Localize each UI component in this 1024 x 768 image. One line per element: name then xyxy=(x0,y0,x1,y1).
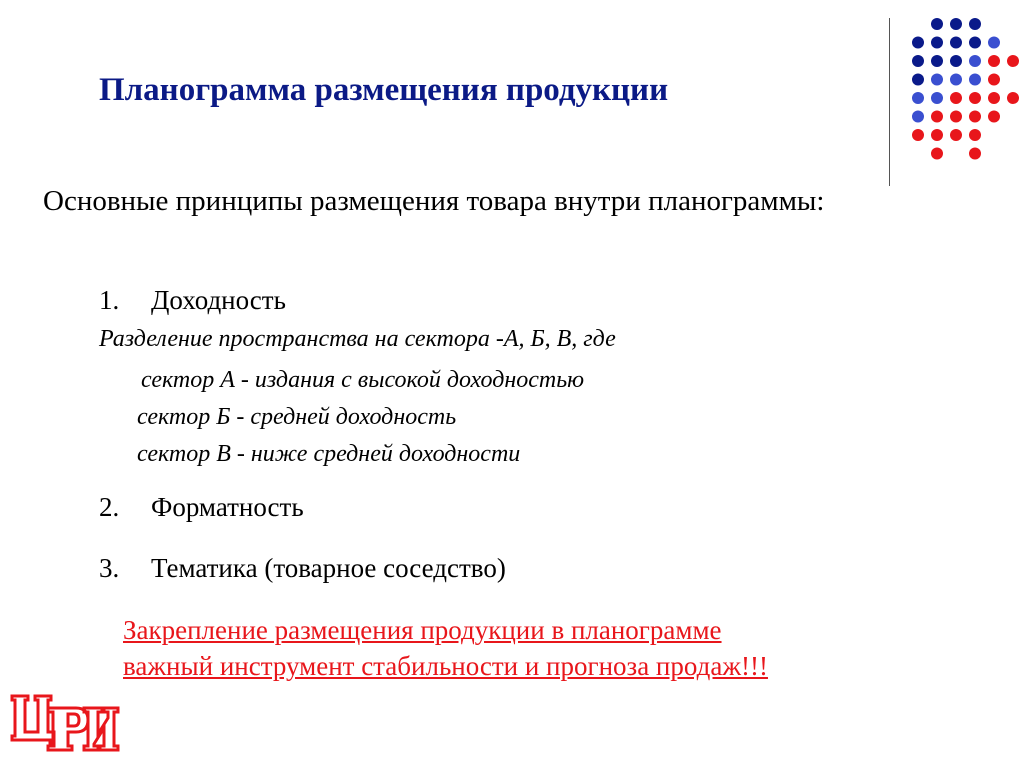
callout-line-1: Закрепление размещения продукции в планограмме xyxy=(123,615,722,645)
decoration-dot xyxy=(931,148,943,160)
decoration-dot xyxy=(950,55,962,67)
decoration-dot xyxy=(969,55,981,67)
callout-text xyxy=(123,612,943,684)
list-item-label: Доходность xyxy=(151,285,286,315)
decoration-dot xyxy=(988,111,1000,123)
decoration-dot xyxy=(931,74,943,86)
decoration-dot xyxy=(950,37,962,49)
decoration-dot xyxy=(912,55,924,67)
list-item-1 xyxy=(99,285,286,316)
decoration-dot xyxy=(969,37,981,49)
decoration-dot xyxy=(950,129,962,141)
decoration-dot xyxy=(931,129,943,141)
decoration-dot xyxy=(912,37,924,49)
decoration-dot xyxy=(931,37,943,49)
list-item-number: 3. xyxy=(99,553,120,583)
decoration-dot xyxy=(912,92,924,104)
sector-b: сектор Б - средней доходность xyxy=(137,404,457,430)
decoration-dot xyxy=(988,55,1000,67)
callout-line-2: важный инструмент стабильности и прогноза продаж!!! xyxy=(123,651,768,681)
dot-pattern-decoration xyxy=(0,0,1024,200)
sector-c: сектор В - ниже средней доходности xyxy=(137,441,521,467)
decoration-dot xyxy=(912,74,924,86)
decoration-dot xyxy=(950,111,962,123)
decoration-dot xyxy=(931,92,943,104)
list-item-3 xyxy=(99,553,506,584)
decoration-dot xyxy=(931,18,943,30)
decoration-dot xyxy=(931,55,943,67)
decoration-dot xyxy=(950,18,962,30)
sector-intro: Разделение пространства на сектора -А, Б, В, где xyxy=(99,326,616,352)
slide-subtitle: Основные принципы размещения товара внутри планограммы: xyxy=(43,185,825,217)
decoration-dot xyxy=(1007,92,1019,104)
list-item-label: Форматность xyxy=(151,492,304,522)
university-logo xyxy=(8,690,120,758)
decoration-dot xyxy=(1007,55,1019,67)
decoration-dot xyxy=(912,111,924,123)
decoration-dot xyxy=(950,74,962,86)
decoration-dot xyxy=(969,74,981,86)
list-item-number: 2. xyxy=(99,492,120,522)
decoration-dot xyxy=(931,111,943,123)
decoration-dot xyxy=(969,111,981,123)
list-item-2 xyxy=(99,492,304,523)
decoration-dot xyxy=(969,92,981,104)
decoration-dot xyxy=(912,129,924,141)
slide-title: Планограмма размещения продукции xyxy=(99,72,669,108)
decoration-dot xyxy=(969,129,981,141)
decoration-dot xyxy=(988,37,1000,49)
decoration-dot xyxy=(969,148,981,160)
decoration-dot xyxy=(950,92,962,104)
list-item-number: 1. xyxy=(99,285,120,315)
sector-a: сектор А - издания с высокой доходностью xyxy=(141,367,585,393)
decoration-dot xyxy=(988,74,1000,86)
decoration-dot xyxy=(988,92,1000,104)
list-item-label: Тематика (товарное соседство) xyxy=(151,553,506,583)
decoration-dot xyxy=(969,18,981,30)
